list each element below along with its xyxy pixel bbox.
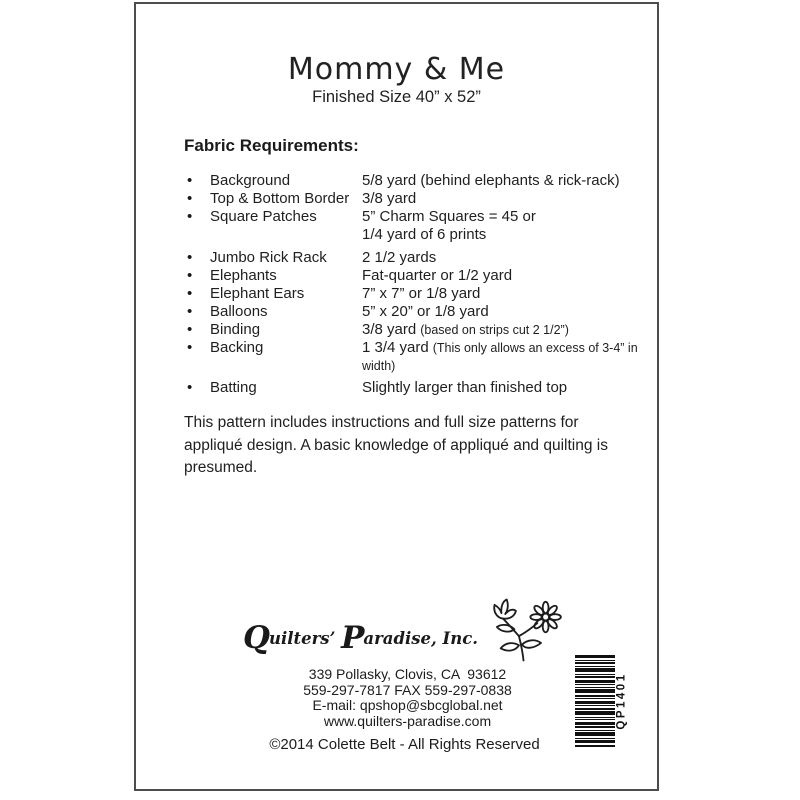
bullet-icon bbox=[187, 208, 210, 244]
barcode-label: QP1401 bbox=[616, 672, 629, 730]
requirement-row bbox=[187, 321, 655, 339]
flowers-icon bbox=[480, 598, 564, 662]
bullet-icon bbox=[187, 267, 210, 285]
requirement-label: Batting bbox=[210, 379, 257, 396]
requirement-value: 2 1/2 yards bbox=[362, 249, 437, 266]
requirement-row bbox=[187, 208, 655, 244]
requirement-row bbox=[187, 285, 655, 303]
bullet-icon bbox=[187, 379, 210, 397]
requirement-row bbox=[187, 172, 655, 190]
email-line: E-mail: qpshop@sbcglobal.net bbox=[312, 697, 503, 713]
pattern-description bbox=[184, 412, 608, 480]
requirement-value: 3/8 yard bbox=[362, 190, 417, 207]
pattern-title: Mommy & Me bbox=[287, 52, 506, 87]
requirement-label: Elephants bbox=[210, 267, 277, 284]
publisher-logo bbox=[136, 598, 657, 662]
requirement-label: Balloons bbox=[210, 303, 268, 320]
requirement-value: 5” Charm Squares = 45 or 1/4 yard of 6 prints bbox=[362, 208, 536, 243]
fabric-requirements-list bbox=[187, 172, 655, 397]
bullet-icon bbox=[187, 339, 210, 375]
description-line: presumed. bbox=[184, 459, 258, 476]
requirement-value: 3/8 yard (based on strips cut 2 1/2”) bbox=[362, 321, 569, 338]
requirement-label: Binding bbox=[210, 321, 261, 338]
requirement-value: 1 3/4 yard (This only allows an excess of 3-4” in width) bbox=[362, 339, 638, 373]
requirement-value: 5” x 20” or 1/8 yard bbox=[362, 303, 489, 320]
bullet-icon bbox=[187, 303, 210, 321]
requirement-row bbox=[187, 249, 655, 267]
description-line: appliqué design. A basic knowledge of appliqué and quilting is bbox=[184, 436, 608, 454]
requirement-label: Jumbo Rick Rack bbox=[210, 249, 327, 266]
requirement-row bbox=[187, 303, 655, 321]
fabric-requirements-heading: Fabric Requirements: bbox=[184, 136, 359, 155]
requirement-value: Slightly larger than finished top bbox=[362, 379, 568, 396]
requirement-row bbox=[187, 267, 655, 285]
requirement-label: Elephant Ears bbox=[210, 285, 305, 302]
requirement-label: Background bbox=[210, 172, 291, 189]
requirement-row bbox=[187, 190, 655, 208]
bullet-icon bbox=[187, 285, 210, 303]
requirement-label: Backing bbox=[210, 339, 264, 356]
requirement-value: 5/8 yard (behind elephants & rick-rack) bbox=[362, 172, 620, 189]
page-border bbox=[134, 2, 659, 791]
publisher-logo-text: Quilters’ Paradise, Inc. bbox=[242, 620, 479, 656]
bullet-icon bbox=[187, 321, 210, 339]
requirement-label: Top & Bottom Border bbox=[210, 190, 350, 207]
bullet-icon bbox=[187, 190, 210, 208]
requirement-row bbox=[187, 379, 655, 397]
copyright-notice: ©2014 Colette Belt - All Rights Reserved bbox=[269, 736, 540, 753]
requirement-label: Square Patches bbox=[210, 208, 317, 225]
requirement-value: Fat-quarter or 1/2 yard bbox=[362, 267, 513, 284]
address-line: 339 Pollasky, Clovis, CA 93612 bbox=[308, 666, 507, 682]
phone-line: 559-297-7817 FAX 559-297-0838 bbox=[303, 681, 512, 698]
finished-size: Finished Size 40” x 52” bbox=[312, 88, 481, 106]
website-line: www.quilters-paradise.com bbox=[323, 712, 492, 729]
barcode-bars bbox=[575, 655, 615, 747]
requirement-value: 7” x 7” or 1/8 yard bbox=[362, 285, 481, 302]
barcode bbox=[575, 655, 631, 747]
bullet-icon bbox=[187, 249, 210, 267]
description-line: This pattern includes instructions and full size patterns for bbox=[184, 414, 579, 431]
requirement-row bbox=[187, 339, 655, 375]
bullet-icon bbox=[187, 172, 210, 190]
